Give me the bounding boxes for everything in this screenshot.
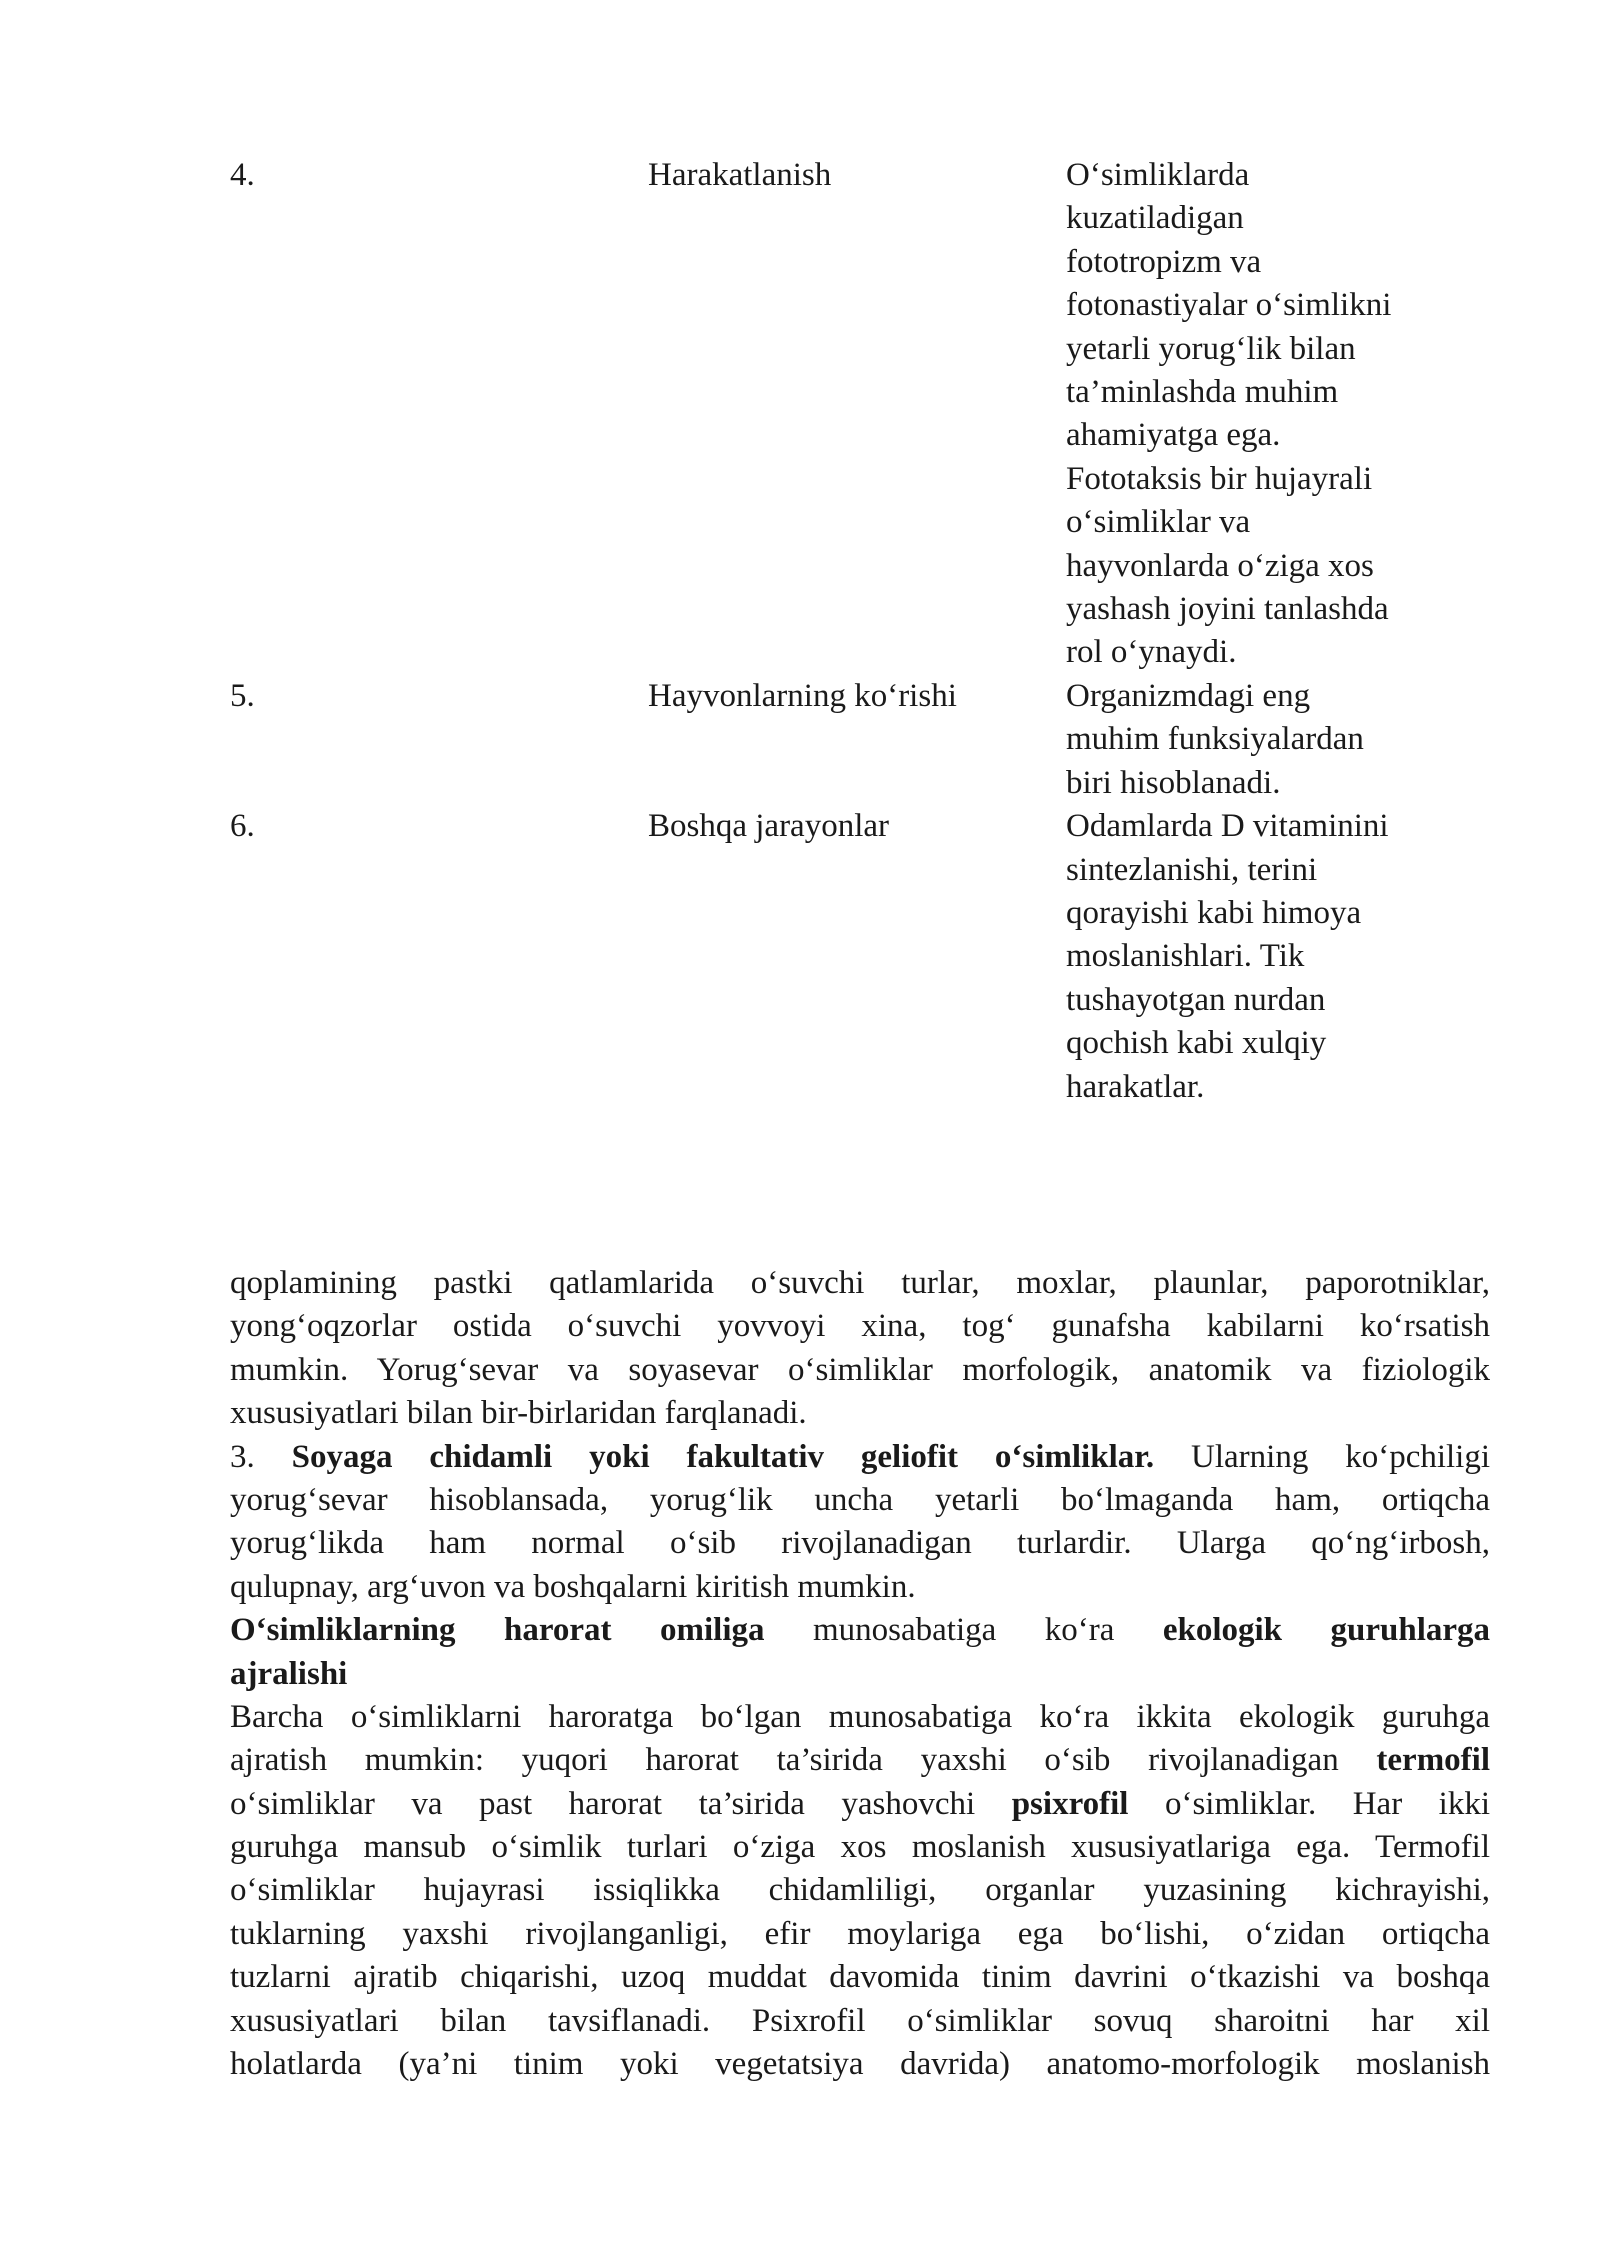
table-row <box>230 675 1490 805</box>
table-row <box>230 154 1490 675</box>
item-number: 3. <box>230 1438 255 1475</box>
row-number: 6. <box>230 808 255 845</box>
paragraph-line: xususiyatlari bilan tavsiflanadi. Psixrofil o‘simliklar sovuq sharoitni har xil <box>230 2002 1490 2039</box>
description-line: fototropizm va <box>1066 243 1262 280</box>
description-line: tushayotgan nurdan <box>1066 981 1326 1018</box>
description-line: biri hisoblanadi. <box>1066 764 1281 801</box>
heading-bold: ajralishi <box>230 1655 348 1692</box>
row-name: Harakatlanish <box>648 157 832 193</box>
paragraph-line <box>230 1783 1490 1826</box>
paragraph-line: holatlarda (ya’ni tinim yoki vegetatsiya davrida) anatomo-morfologik moslanish <box>230 2046 1490 2083</box>
paragraph-line: yorug‘likda ham normal o‘sib rivojlanadigan turlardir. Ularga qo‘ng‘irbosh, <box>230 1525 1490 1562</box>
description-line: yetarli yorug‘lik bilan <box>1066 330 1356 367</box>
section-heading-line <box>230 1653 1490 1696</box>
bold-term: psixrofil <box>1011 1785 1129 1822</box>
row-name: Hayvonlarning ko‘rishi <box>648 677 957 714</box>
paragraph-line: yorug‘sevar hisoblansada, yorug‘lik uncha yetarli bo‘lmaganda ham, ortiqcha <box>230 1481 1490 1518</box>
row-description <box>1066 675 1486 805</box>
description-line: harakatlar. <box>1066 1068 1205 1105</box>
paragraph-fragment: o‘simliklar. Har ikki <box>1164 1785 1490 1822</box>
effects-table <box>230 154 1490 1109</box>
description-line: O‘simliklarda <box>1066 157 1250 193</box>
heading-normal: munosabatiga ko‘ra <box>812 1612 1115 1649</box>
paragraph-line: Barcha o‘simliklarni haroratga bo‘lgan munosabatiga ko‘ra ikkita ekologik guruhga <box>230 1698 1490 1735</box>
description-line: fotonastiyalar o‘simlikni <box>1066 287 1392 324</box>
description-line: rol o‘ynaydi. <box>1066 634 1237 671</box>
description-line: o‘simliklar va <box>1066 504 1251 541</box>
paragraph-line: mumkin. Yorug‘sevar va soyasevar o‘simliklar morfologik, anatomik va fiziologik <box>230 1351 1490 1388</box>
description-line: yashash joyini tanlashda <box>1066 591 1389 628</box>
description-line: ta’minlashda muhim <box>1066 374 1339 411</box>
bold-term: termofil <box>1376 1742 1490 1779</box>
paragraph-line: guruhga mansub o‘simlik turlari o‘ziga xos moslanish xususiyatlariga ega. Termofil <box>230 1829 1490 1866</box>
paragraph-fragment: ajratish mumkin: yuqori harorat ta’sirida yaxshi o‘sib rivojlanadigan <box>230 1742 1339 1779</box>
description-line: ahamiyatga ega. <box>1066 417 1281 454</box>
paragraph-fragment: o‘simliklar va past harorat ta’sirida yashovchi <box>230 1785 976 1822</box>
body-text <box>230 1262 1490 2086</box>
row-number: 5. <box>230 677 255 714</box>
paragraph-fragment: Ularning ko‘pchiligi <box>1191 1438 1490 1475</box>
description-line: kuzatiladigan <box>1066 200 1244 237</box>
description-line: Odamlarda D vitaminini <box>1066 808 1389 845</box>
table-row <box>230 805 1490 1109</box>
paragraph-line: qoplamining pastki qatlamlarida o‘suvchi turlar, moxlar, plaunlar, paporotniklar, <box>230 1265 1490 1301</box>
description-line: sintezlanishi, terini <box>1066 851 1318 888</box>
paragraph-line: o‘simliklar hujayrasi issiqlikka chidamliligi, organlar yuzasining kichrayishi, <box>230 1872 1490 1909</box>
bold-term: Soyaga chidamli yoki fakultativ geliofit o‘simliklar. <box>291 1438 1155 1475</box>
section-heading-line <box>230 1609 1490 1652</box>
row-description <box>1066 154 1486 675</box>
heading-bold: O‘simliklarning harorat omiliga <box>230 1612 765 1649</box>
paragraph-line <box>230 1436 1490 1479</box>
row-description <box>1066 805 1486 1109</box>
paragraph-line: tuklarning yaxshi rivojlanganligi, efir moylariga ega bo‘lishi, o‘zidan ortiqcha <box>230 1915 1490 1952</box>
description-line: hayvonlarda o‘ziga xos <box>1066 547 1374 584</box>
paragraph-line: yong‘oqzorlar ostida o‘suvchi yovvoyi xina, tog‘ gunafsha kabilarni ko‘rsatish <box>230 1308 1490 1345</box>
description-line: Fototaksis bir hujayrali <box>1066 460 1373 497</box>
description-line: muhim funksiyalardan <box>1066 721 1364 758</box>
paragraph-line <box>230 1739 1490 1782</box>
row-name: Boshqa jarayonlar <box>648 808 890 845</box>
heading-bold: ekologik guruhlarga <box>1162 1612 1490 1649</box>
paragraph-line: qulupnay, arg‘uvon va boshqalarni kiritish mumkin. <box>230 1568 916 1605</box>
paragraph-line: tuzlarni ajratib chiqarishi, uzoq muddat davomida tinim davrini o‘tkazishi va boshqa <box>230 1959 1490 1996</box>
row-number: 4. <box>230 157 255 193</box>
description-line: Organizmdagi eng <box>1066 677 1311 714</box>
paragraph-line: xususiyatlari bilan bir-birlaridan farqlanadi. <box>230 1395 807 1432</box>
description-line: moslanishlari. Tik <box>1066 938 1305 975</box>
description-line: qorayishi kabi himoya <box>1066 894 1362 931</box>
description-line: qochish kabi xulqiy <box>1066 1025 1327 1062</box>
